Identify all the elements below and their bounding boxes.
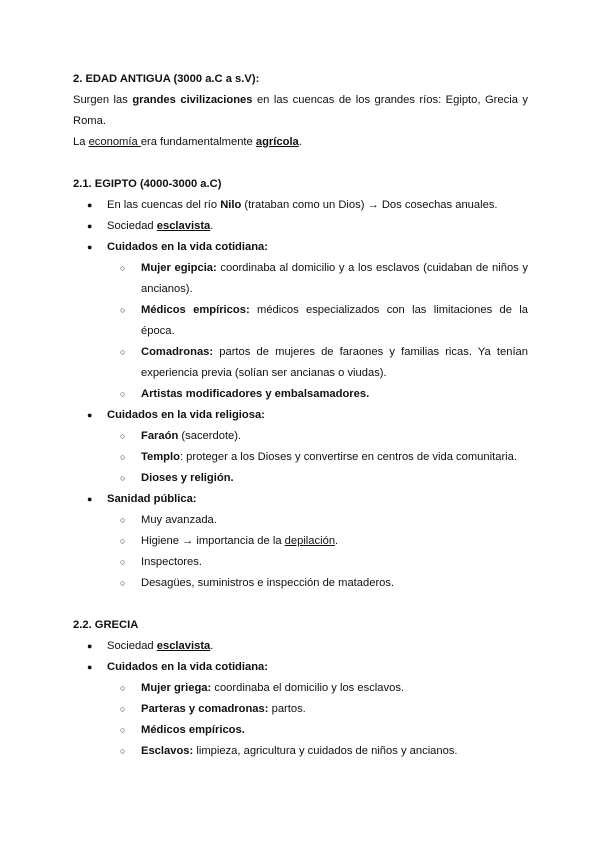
text: (sacerdote).	[178, 430, 242, 442]
circle-bullet-icon: ○	[120, 305, 126, 315]
text: partos de mujeres de faraones y familias ricas. Ya tenían experiencia previa (solían ser ancianas o viudas).	[141, 346, 528, 379]
bold-text: Dioses y religión.	[141, 472, 234, 484]
list-item	[73, 657, 528, 762]
grecia-list	[73, 636, 528, 762]
sublist	[73, 678, 528, 762]
circle-bullet-icon: ○	[120, 746, 126, 756]
list-item	[73, 405, 528, 489]
bullet-icon: ●	[87, 494, 93, 504]
bold-text: Médicos empíricos.	[141, 724, 245, 736]
bold-text: Templo	[141, 451, 180, 463]
paragraph-civilizaciones	[73, 90, 528, 132]
bold-underlined-text: esclavista	[156, 640, 211, 652]
bold-text: Mujer egipcia:	[141, 262, 217, 274]
text: coordinaba el domicilio y los esclavos.	[211, 682, 405, 694]
bold-text: Comadronas:	[141, 346, 214, 358]
sublist-item	[107, 447, 528, 468]
sublist-item	[107, 552, 528, 573]
bullet-icon: ●	[87, 221, 93, 231]
list-item-title: Cuidados en la vida cotidiana:	[107, 661, 269, 673]
text: Muy avanzada.	[141, 514, 217, 526]
section-heading-grecia: 2.2. GRECIA	[73, 619, 139, 631]
document-body	[73, 69, 528, 762]
text: .	[298, 136, 302, 148]
list-item	[73, 489, 528, 594]
section-heading-edad-antigua: 2. EDAD ANTIGUA (3000 a.C a s.V):	[73, 73, 260, 85]
circle-bullet-icon: ○	[120, 452, 126, 462]
sublist-item	[107, 258, 528, 300]
text: coordinaba al domicilio y a los esclavos (cuidaban de niños y ancianos).	[141, 262, 528, 295]
circle-bullet-icon: ○	[120, 389, 126, 399]
circle-bullet-icon: ○	[120, 515, 126, 525]
bold-text: Esclavos:	[141, 745, 194, 757]
text: La	[73, 136, 89, 148]
text: Desagües, suministros e inspección de mataderos.	[141, 577, 395, 589]
text: (trataban como un Dios) → Dos cosechas anuales.	[241, 199, 498, 211]
text: .	[210, 220, 214, 232]
bold-text: Faraón	[141, 430, 179, 442]
circle-bullet-icon: ○	[120, 683, 126, 693]
text: médicos especializados con las limitaciones de la época.	[141, 304, 528, 337]
circle-bullet-icon: ○	[120, 536, 126, 546]
sublist	[73, 510, 528, 594]
text: limpieza, agricultura y cuidados de niños y ancianos.	[193, 745, 458, 757]
bold-text: Mujer griega:	[141, 682, 212, 694]
text: Sociedad	[107, 220, 157, 232]
circle-bullet-icon: ○	[120, 347, 126, 357]
sublist-item	[107, 699, 528, 720]
sublist-item	[107, 426, 528, 447]
bold-text: grandes civilizaciones	[132, 94, 253, 106]
sublist	[73, 426, 528, 489]
list-item-title: Cuidados en la vida religiosa:	[107, 409, 265, 421]
bold-underlined-text: esclavista	[156, 220, 211, 232]
bullet-icon: ●	[87, 662, 93, 672]
sublist-item	[107, 573, 528, 594]
circle-bullet-icon: ○	[120, 578, 126, 588]
circle-bullet-icon: ○	[120, 473, 126, 483]
text: .	[335, 535, 339, 547]
sublist-item	[107, 531, 528, 552]
sublist-item	[107, 510, 528, 531]
text: Surgen las	[73, 94, 133, 106]
egipto-list	[73, 195, 528, 594]
circle-bullet-icon: ○	[120, 431, 126, 441]
text: en las cuencas de los grandes ríos: Egipto, Grecia y Roma.	[73, 94, 529, 127]
bullet-icon: ●	[87, 410, 93, 420]
circle-bullet-icon: ○	[120, 725, 126, 735]
circle-bullet-icon: ○	[120, 704, 126, 714]
bold-text: Médicos empíricos:	[141, 304, 250, 316]
text: era fundamentalmente	[140, 136, 256, 148]
bullet-icon: ●	[87, 200, 93, 210]
sublist	[73, 258, 528, 405]
bullet-icon: ●	[87, 242, 93, 252]
sublist-item	[107, 741, 528, 762]
text: : proteger a los Dioses y convertirse en centros de vida comunitaria.	[179, 451, 517, 463]
text: Inspectores.	[141, 556, 202, 568]
section-heading-egipto: 2.1. EGIPTO (4000-3000 a.C)	[73, 178, 222, 190]
sublist-item	[107, 468, 528, 489]
bold-text: Nilo	[220, 199, 242, 211]
list-item-title: Sanidad pública:	[107, 493, 197, 505]
list-item	[73, 636, 528, 657]
text: partos.	[268, 703, 306, 715]
sublist-item	[107, 678, 528, 699]
text: .	[210, 640, 214, 652]
circle-bullet-icon: ○	[120, 263, 126, 273]
underlined-text: economía	[88, 136, 141, 148]
text: Sociedad	[107, 640, 157, 652]
bullet-icon: ●	[87, 641, 93, 651]
text: En las cuencas del río	[107, 199, 221, 211]
list-item	[73, 195, 528, 216]
list-item	[73, 237, 528, 405]
text: Higiene → importancia de la	[141, 535, 285, 547]
bold-text: Artistas modificadores y embalsamadores.	[141, 388, 370, 400]
sublist-item	[107, 300, 528, 342]
sublist-item	[107, 720, 528, 741]
underlined-text: depilación	[284, 535, 336, 547]
sublist-item	[107, 384, 528, 405]
paragraph-economia	[73, 132, 528, 153]
sublist-item	[107, 342, 528, 384]
bold-underlined-text: agrícola	[255, 136, 299, 148]
list-item	[73, 216, 528, 237]
list-item-title: Cuidados en la vida cotidiana:	[107, 241, 269, 253]
circle-bullet-icon: ○	[120, 557, 126, 567]
bold-text: Parteras y comadronas:	[141, 703, 269, 715]
